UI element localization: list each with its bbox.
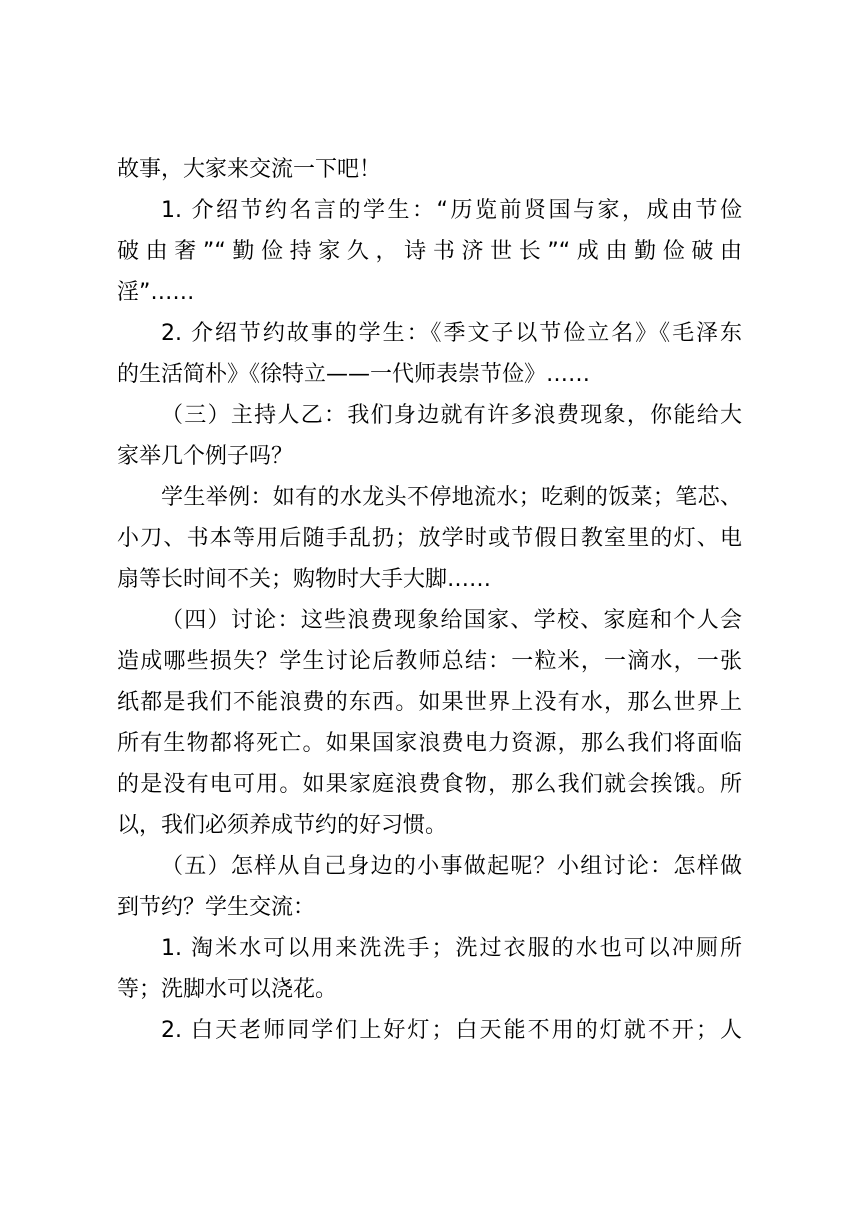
text-line: 造成哪些损失？学生讨论后教师总结：一粒米，一滴水，一张 [117,649,742,674]
text-line: 的是没有电可用。如果家庭浪费食物，那么我们就会挨饿。所 [117,772,742,797]
text-line: 到节约？学生交流： [117,895,316,920]
text-line: （五）怎样从自己身边的小事做起呢？小组讨论：怎样做 [161,854,742,879]
text-line: （三）主持人乙：我们身边就有许多浪费现象，你能给大 [161,403,742,428]
text-line: 的生活简朴》《徐特立——一代师表崇节俭》…… [117,362,591,387]
text-line: 家举几个例子吗？ [117,444,294,469]
text-line: 2. 白天老师同学们上好灯；白天能不用的灯就不开；人 [161,1018,742,1043]
text-line: 扇等长时间不关；购物时大手大脚…… [117,567,492,592]
text-line: 所有生物都将死亡。如果国家浪费电力资源，那么我们将面临 [117,731,742,756]
text-line: 小刀、书本等用后随手乱扔；放学时或节假日教室里的灯、电 [117,526,742,551]
text-line: （四）讨论：这些浪费现象给国家、学校、家庭和个人会 [161,608,742,633]
text-line: 1. 介绍节约名言的学生：“历览前贤国与家，成由节俭 [161,198,742,223]
text-line: 淫”…… [117,280,195,305]
text-line: 纸都是我们不能浪费的东西。如果世界上没有水，那么世界上 [117,690,742,715]
text-line: 学生举例：如有的水龙头不停地流水；吃剩的饭菜；笔芯、 [161,485,742,510]
text-line: 等；洗脚水可以浇花。 [117,977,338,1002]
text-line: 以，我们必须养成节约的好习惯。 [117,813,448,838]
text-line: 2. 介绍节约故事的学生：《季文子以节俭立名》《毛泽东 [161,321,742,346]
text-line: 1. 淘米水可以用来洗洗手；洗过衣服的水也可以冲厕所 [161,936,742,961]
text-line: 破由奢”“勤俭持家久，诗书济世长”“成由勤俭破由 [117,239,742,264]
text-line: 故事，大家来交流一下吧！ [117,157,382,182]
